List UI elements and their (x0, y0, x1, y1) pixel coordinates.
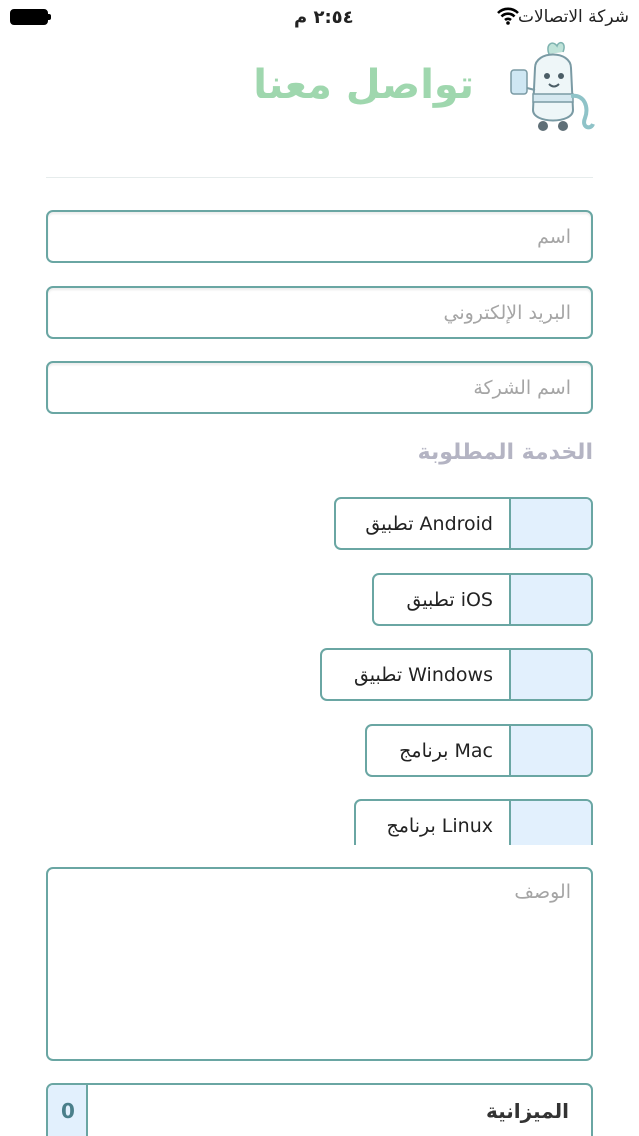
service-option-windows[interactable] (320, 648, 593, 701)
service-option-android[interactable] (334, 497, 593, 550)
status-time: ٢:٥٤ م (294, 7, 354, 28)
budget-label: الميزانية (485, 1099, 569, 1123)
email-input[interactable] (48, 288, 591, 337)
description-field-container (46, 867, 593, 1061)
service-option-mac[interactable] (365, 724, 593, 777)
carrier-name: شركة الاتصالات (517, 7, 629, 27)
service-checkbox-android[interactable] (509, 499, 591, 548)
service-options (0, 495, 639, 845)
name-input[interactable] (48, 212, 591, 261)
status-bar (0, 0, 639, 36)
name-field-container (46, 210, 593, 263)
service-section-label: الخدمة المطلوبة (417, 440, 593, 465)
service-checkbox-linux[interactable] (509, 801, 591, 845)
wifi-icon (497, 7, 519, 25)
service-checkbox-ios[interactable] (509, 575, 591, 624)
service-label-android: تطبيق Android (365, 512, 493, 535)
page-header (0, 36, 639, 178)
page-title: تواصل معنا (253, 62, 474, 108)
service-option-linux[interactable] (354, 799, 593, 845)
service-checkbox-mac[interactable] (509, 726, 591, 775)
description-textarea[interactable] (48, 869, 591, 1059)
service-label-mac: برنامج Mac (399, 739, 493, 762)
budget-field[interactable] (46, 1083, 593, 1136)
company-field-container (46, 361, 593, 414)
service-checkbox-windows[interactable] (509, 650, 591, 699)
battery-icon (10, 9, 48, 25)
budget-value: 0 (61, 1099, 75, 1123)
mascot-robot-icon (505, 38, 597, 136)
header-divider (46, 177, 593, 178)
service-label-windows: تطبيق Windows (353, 663, 493, 686)
service-option-ios[interactable] (372, 573, 593, 626)
service-label-linux: برنامج Linux (386, 814, 493, 837)
service-label-ios: تطبيق iOS (406, 588, 493, 611)
email-field-container (46, 286, 593, 339)
company-name-input[interactable] (48, 363, 591, 412)
